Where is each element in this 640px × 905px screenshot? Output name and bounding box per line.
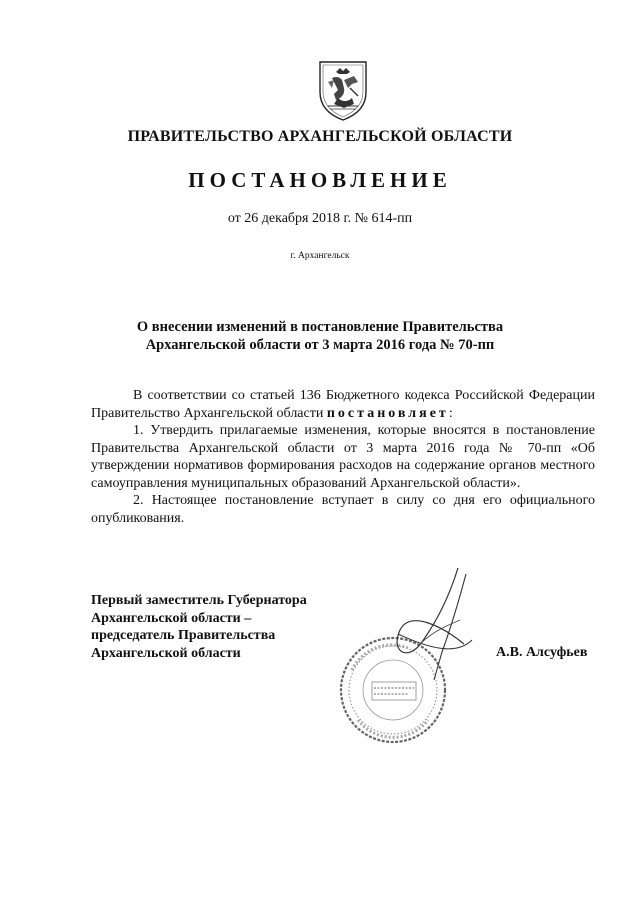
round-seal-stamp-icon [341,638,445,742]
decree-colon: : [448,405,453,421]
signer-position-line-1: Первый заместитель Губернатора [91,593,307,608]
handwritten-signature-icon [397,568,472,680]
signer-position-line-3: председатель Правительства [91,628,276,643]
government-name: ПРАВИТЕЛЬСТВО АРХАНГЕЛЬСКОЙ ОБЛАСТИ [127,128,513,145]
item-1-paragraph: 1. Утвердить прилагаемые изменения, которые вносятся в постановление Правительства Архангельской области от 3 марта 2016 года № 70-пп «Об утверждении нормативов формирования расходов на содержание органов местного самоуправления муниципальных образований Архангельской области». [91,423,595,491]
signer-position-line-4: Архангельской области [91,645,241,661]
signer-position-line-2: Архангельской области – [91,610,252,626]
signer-position [91,592,351,662]
document-city: г. Архангельск [290,251,350,261]
title-line-1: О внесении изменений в постановление Правительства [136,319,504,335]
document-body [91,387,595,527]
preamble-text: В соответствии со статьей 136 Бюджетного кодекса Российской Федерации Правительство Архангельской области [91,388,595,421]
title-line-2: Архангельской области от 3 марта 2016 года № 70-пп [145,337,495,353]
stamp-and-signature-icon [338,560,488,770]
coat-of-arms-icon [314,58,372,122]
document-title [120,318,520,354]
document-type: ПОСТАНОВЛЕНИЕ [188,168,452,192]
item-2-paragraph: 2. Настоящее постановление вступает в силу со дня его официального опубликования. [91,493,595,526]
signer-name: А.В. Алсуфьев [496,645,588,660]
document-date-number: от 26 декабря 2018 г. № 614-пп [227,211,413,226]
decree-word: постановляет [326,405,449,421]
preamble-paragraph [91,387,595,422]
